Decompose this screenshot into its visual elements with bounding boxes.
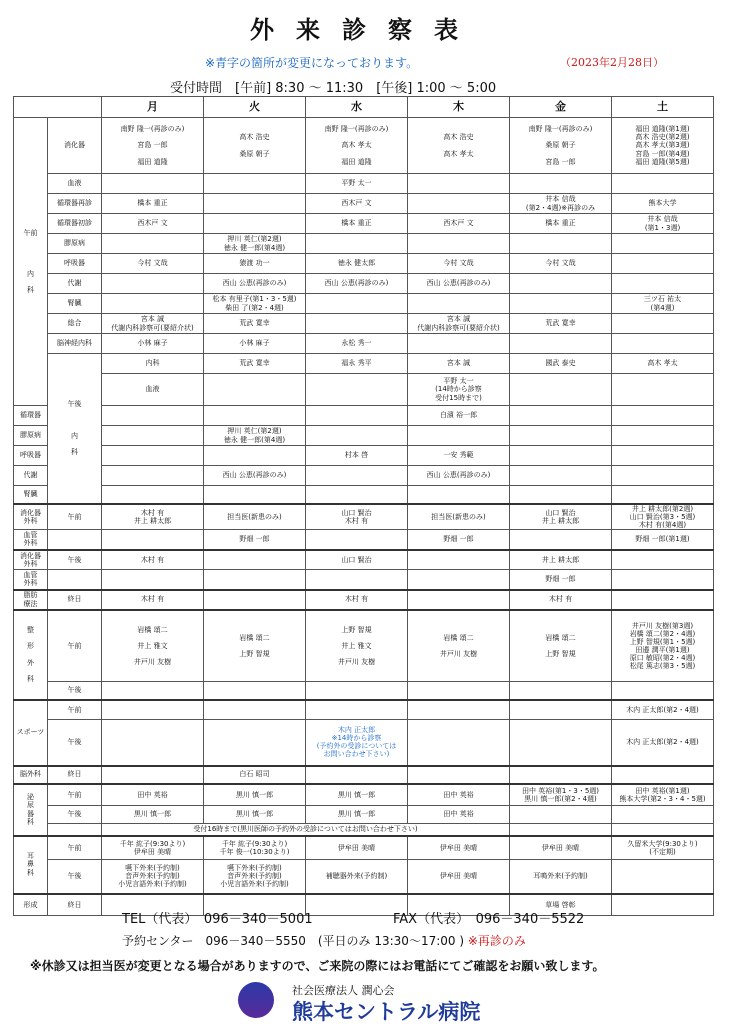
schedule-cell: 高木 浩史 高木 孝太 (408, 118, 510, 174)
schedule-cell (204, 590, 306, 610)
subdepartment-cell: 代謝 (48, 274, 102, 294)
reservation-center (122, 932, 526, 949)
schedule-row (14, 836, 714, 860)
schedule-cell: 上野 智規 井上 雅文 井戸川 友樹 (306, 610, 408, 682)
schedule-cell (306, 406, 408, 426)
schedule-cell: 西木戸 文 (306, 194, 408, 214)
schedule-cell (102, 570, 204, 590)
schedule-cell (408, 234, 510, 254)
schedule-cell: 黒川 慎一郎 (306, 784, 408, 806)
schedule-cell: 平野 太一 (306, 174, 408, 194)
schedule-cell (612, 254, 714, 274)
schedule-cell (306, 766, 408, 784)
schedule-cell (204, 214, 306, 234)
schedule-row (14, 374, 714, 406)
schedule-cell (408, 700, 510, 720)
schedule-cell: 三ツ石 祐太 (第4週) (612, 294, 714, 314)
schedule-row (14, 294, 714, 314)
schedule-cell: 荒武 寛幸 (204, 314, 306, 334)
schedule-row (14, 570, 714, 590)
schedule-cell: 岩橋 頌二 井上 雅文 井戸川 友樹 (102, 610, 204, 682)
schedule-cell (510, 700, 612, 720)
schedule-cell: 福田 道隆(第1週) 高木 浩史(第2週) 高木 孝太(第3週) 宮島 一郎(第4週) 福田 道隆(第5週) (612, 118, 714, 174)
schedule-cell: 野畑 一郎 (408, 530, 510, 550)
day-tue: 火 (204, 97, 306, 118)
schedule-cell (510, 374, 612, 406)
schedule-cell (306, 486, 408, 504)
schedule-cell: 山口 賢治 井上 耕太郎 (510, 504, 612, 530)
schedule-cell (204, 374, 306, 406)
schedule-cell: 担当医(新患のみ) (408, 504, 510, 530)
subdepartment-cell: 終日 (48, 590, 102, 610)
schedule-cell (102, 486, 204, 504)
schedule-cell (204, 570, 306, 590)
schedule-cell (306, 234, 408, 254)
schedule-cell: 西山 公恵(再診のみ) (408, 274, 510, 294)
schedule-row (14, 406, 714, 426)
department-cell: 午後 内 科 (48, 354, 102, 504)
fax-main: FAX（代表） 096－340－5522 (393, 912, 585, 927)
schedule-cell: 西山 公恵(再診のみ) (204, 466, 306, 486)
schedule-cell: 岩橋 頌二 上野 智規 (204, 610, 306, 682)
day-mon: 月 (102, 97, 204, 118)
subdepartment-cell: 午後 (48, 720, 102, 766)
subdepartment-cell: 腎臓 (14, 486, 48, 504)
schedule-cell (204, 700, 306, 720)
schedule-cell: 宮本 誠 (408, 354, 510, 374)
schedule-cell (612, 590, 714, 610)
schedule-cell (408, 426, 510, 446)
schedule-cell (102, 720, 204, 766)
subdepartment-cell: 内科 (102, 354, 204, 374)
subdepartment-cell: 代謝 (14, 466, 48, 486)
schedule-cell (612, 806, 714, 824)
schedule-cell (510, 530, 612, 550)
schedule-cell: 西木戸 文 (102, 214, 204, 234)
schedule-cell: 今村 文哉 (408, 254, 510, 274)
schedule-cell: 橋本 重正 (510, 214, 612, 234)
schedule-cell (102, 700, 204, 720)
schedule-cell: 伊牟田 美晴 (408, 836, 510, 860)
schedule-cell: 木村 有 (102, 550, 204, 570)
schedule-cell (612, 824, 714, 836)
schedule-cell: 西山 公恵(再診のみ) (408, 466, 510, 486)
schedule-cell: 木内 正太郎 ※14時から診察 (予約外の受診については お問い合わせ下さい) (306, 720, 408, 766)
schedule-cell (306, 426, 408, 446)
schedule-cell (102, 174, 204, 194)
schedule-row (14, 426, 714, 446)
schedule-cell: 千年 紘子(9:30より) 千年 俊一(10:30より) (204, 836, 306, 860)
subdepartment-cell: 午後 (48, 682, 102, 700)
schedule-cell: 野畑 一郎 (510, 570, 612, 590)
schedule-cell: 担当医(新患のみ) (204, 504, 306, 530)
subdepartment-cell (48, 530, 102, 550)
caution-note: ※休診又は担当医が変更となる場合がありますので、ご来院の際にはお電話にてご確認をお願い致します。 (30, 959, 605, 973)
department-cell: 形成 (14, 894, 48, 916)
schedule-row (14, 354, 714, 374)
subdepartment-cell: 午前 (48, 610, 102, 682)
department-cell: 脳外科 (14, 766, 48, 784)
revisit-only-note: ※再診のみ (467, 934, 526, 948)
subdepartment-cell: 午後 (48, 550, 102, 570)
schedule-cell: 徳永 健太郎 (306, 254, 408, 274)
schedule-cell: 今村 文哉 (510, 254, 612, 274)
schedule-cell: 井上 耕太郎(第2週) 山口 賢治(第3・5週) 木村 有(第4週) (612, 504, 714, 530)
schedule-cell: 黒川 慎一郎 (204, 806, 306, 824)
schedule-cell (510, 274, 612, 294)
schedule-cell: 補聴器外来(予約制) (306, 860, 408, 894)
schedule-cell: 伊牟田 美晴 (510, 836, 612, 860)
schedule-cell: 小林 麻子 (204, 334, 306, 354)
schedule-cell: 山口 賢治 (306, 550, 408, 570)
schedule-cell: 山口 賢治 木村 有 (306, 504, 408, 530)
schedule-table (13, 96, 714, 916)
subdepartment-cell: 午前 (48, 836, 102, 860)
schedule-cell: 國武 泰史 (510, 354, 612, 374)
schedule-cell: 南野 隆一(再診のみ) 宮島 一郎 福田 道隆 (102, 118, 204, 174)
schedule-cell: 野畑 一郎(第1週) (612, 530, 714, 550)
schedule-cell: 永松 秀一 (306, 334, 408, 354)
subdepartment-cell (48, 824, 102, 836)
schedule-cell: 黒川 慎一郎 (306, 806, 408, 824)
schedule-cell (612, 234, 714, 254)
schedule-cell (612, 570, 714, 590)
hospital-logo-icon (238, 982, 274, 1018)
schedule-row (14, 446, 714, 466)
schedule-row (14, 274, 714, 294)
subdepartment-cell: 午後 (48, 860, 102, 894)
schedule-cell: 宮本 誠 代謝内科診察可(要紹介状) (408, 314, 510, 334)
schedule-cell: 伊牟田 美晴 (306, 836, 408, 860)
schedule-cell: 田中 英裕 (408, 784, 510, 806)
schedule-cell (408, 720, 510, 766)
page-title: 外来診察表 (250, 15, 480, 44)
schedule-cell: 木村 有 井上 耕太郎 (102, 504, 204, 530)
schedule-row (14, 720, 714, 766)
schedule-cell: 平野 太一 (14時から診察 受付15時まで) (408, 374, 510, 406)
subdepartment-cell (48, 570, 102, 590)
schedule-row (14, 504, 714, 530)
subdepartment-cell: 循環器再診 (48, 194, 102, 214)
department-cell: 血管 外科 (14, 570, 48, 590)
schedule-cell: 猿渡 功一 (204, 254, 306, 274)
schedule-cell: 木村 有 (306, 590, 408, 610)
schedule-cell (612, 446, 714, 466)
reservation-text: 予約センター 096－340－5550 (平日のみ 13:30～17:00 ) (122, 934, 465, 948)
schedule-cell: 木村 有 (510, 590, 612, 610)
subdepartment-cell: 呼吸器 (48, 254, 102, 274)
schedule-cell: 高木 浩史 桑原 朝子 (204, 118, 306, 174)
subdepartment-cell: 終日 (48, 894, 102, 916)
schedule-cell (102, 446, 204, 466)
subdepartment-cell: 総合 (48, 314, 102, 334)
schedule-cell (510, 426, 612, 446)
schedule-cell (612, 486, 714, 504)
schedule-cell: 木内 正太郎(第2・4週) (612, 700, 714, 720)
schedule-cell (510, 234, 612, 254)
schedule-cell (204, 174, 306, 194)
schedule-cell: 押川 英仁(第2週) 徳永 健一郎(第4週) (204, 234, 306, 254)
schedule-cell (612, 274, 714, 294)
schedule-cell (408, 682, 510, 700)
schedule-cell: 井戸川 友樹(第3週) 岩橋 頌二(第2・4週) 上野 智規(第1・5週) 田邉 潤平(第1週) 原口 敏昭(第2・4週) 松尾 篤志(第3・5週) (612, 610, 714, 682)
schedule-row (14, 314, 714, 334)
schedule-row (14, 700, 714, 720)
schedule-cell: 福永 秀平 (306, 354, 408, 374)
schedule-cell (102, 426, 204, 446)
schedule-cell: 高木 孝太 (612, 354, 714, 374)
schedule-row (14, 118, 714, 174)
reception-hours: 受付時間 [午前] 8:30 ～ 11:30 [午後] 1:00 ～ 5:00 (170, 81, 497, 96)
day-sat: 土 (612, 97, 714, 118)
schedule-cell (612, 860, 714, 894)
schedule-cell: 田中 英裕 (102, 784, 204, 806)
schedule-cell: 久留米大学(9:30より) (不定期) (612, 836, 714, 860)
schedule-cell: 野畑 一郎 (204, 530, 306, 550)
corner-cell (14, 97, 102, 118)
schedule-row (14, 766, 714, 784)
corporation-name: 社会医療法人 潤心会 (292, 984, 395, 997)
schedule-cell (306, 466, 408, 486)
schedule-row (14, 860, 714, 894)
schedule-cell (102, 406, 204, 426)
subdepartment-cell: 終日 (48, 766, 102, 784)
subdepartment-cell: 膠原病 (14, 426, 48, 446)
schedule-cell (102, 766, 204, 784)
schedule-row (14, 234, 714, 254)
schedule-cell: 白石 昭司 (204, 766, 306, 784)
schedule-cell: 橋本 重正 (306, 214, 408, 234)
schedule-cell: 西山 公恵(再診のみ) (204, 274, 306, 294)
schedule-cell (510, 806, 612, 824)
subdepartment-cell: 午後 (48, 806, 102, 824)
schedule-cell: 荒武 寛幸 (510, 314, 612, 334)
subdepartment-cell: 腎臓 (48, 294, 102, 314)
department-cell: 脂肪 療法 (14, 590, 48, 610)
schedule-row (14, 214, 714, 234)
schedule-cell (408, 174, 510, 194)
schedule-cell: 宮本 誠 代謝内科診察可(要紹介状) (102, 314, 204, 334)
schedule-row (14, 334, 714, 354)
schedule-cell: 田中 英裕(第1・3・5週) 黒川 慎一郎(第2・4週) (510, 784, 612, 806)
schedule-cell (102, 530, 204, 550)
schedule-cell (510, 682, 612, 700)
schedule-cell: 南野 隆一(再診のみ) 桑原 朝子 宮島 一郎 (510, 118, 612, 174)
schedule-cell (510, 446, 612, 466)
schedule-cell: 田中 英裕(第1週) 熊本大学(第2・3・4・5週) (612, 784, 714, 806)
schedule-cell (408, 486, 510, 504)
schedule-cell: 松本 有里子(第1・3・5週) 柴田 了(第2・4週) (204, 294, 306, 314)
schedule-cell: 黒川 慎一郎 (204, 784, 306, 806)
schedule-cell (612, 314, 714, 334)
subdepartment-cell: 膠原病 (48, 234, 102, 254)
schedule-cell (612, 682, 714, 700)
schedule-cell (510, 466, 612, 486)
schedule-cell (408, 590, 510, 610)
schedule-row (14, 486, 714, 504)
schedule-cell: 井本 信哉 (第2・4週)※再診のみ (510, 194, 612, 214)
schedule-cell (510, 486, 612, 504)
schedule-cell: 西木戸 文 (408, 214, 510, 234)
schedule-cell (408, 550, 510, 570)
schedule-cell: 耳鳴外来(予約制) (510, 860, 612, 894)
schedule-cell (408, 294, 510, 314)
subdepartment-cell: 午前 (48, 784, 102, 806)
subdepartment-cell: 循環器初診 (48, 214, 102, 234)
schedule-row (14, 174, 714, 194)
schedule-row (14, 610, 714, 682)
schedule-cell (612, 426, 714, 446)
schedule-row (14, 466, 714, 486)
schedule-cell (204, 682, 306, 700)
schedule-cell: 村本 啓 (306, 446, 408, 466)
schedule-cell: 南野 隆一(再診のみ) 高木 孝太 福田 道隆 (306, 118, 408, 174)
schedule-row (14, 550, 714, 570)
schedule-cell (612, 894, 714, 916)
schedule-cell: 木内 正太郎(第2・4週) (612, 720, 714, 766)
schedule-cell: 白濱 裕一郎 (408, 406, 510, 426)
department-cell: 消化器 外科 (14, 550, 48, 570)
schedule-cell (612, 550, 714, 570)
department-cell: 耳 鼻 科 (14, 836, 48, 894)
schedule-row (14, 590, 714, 610)
schedule-cell: 嚥下外来(予約制) 音声外来(予約制) 小児言語外来(予約制) (102, 860, 204, 894)
schedule-cell (306, 700, 408, 720)
schedule-cell (102, 466, 204, 486)
schedule-row (14, 806, 714, 824)
schedule-cell (306, 374, 408, 406)
schedule-cell: 井上 耕太郎 (510, 550, 612, 570)
schedule-cell (102, 274, 204, 294)
subdepartment-cell: 血液 (102, 374, 204, 406)
tel-main: TEL（代表） 096－340－5001 (122, 912, 313, 927)
schedule-cell (204, 550, 306, 570)
schedule-cell (510, 720, 612, 766)
schedule-cell (510, 766, 612, 784)
schedule-cell: 橋本 重正 (102, 194, 204, 214)
schedule-cell: 押川 英仁(第2週) 徳永 健一郎(第4週) (204, 426, 306, 446)
hospital-name: 熊本セントラル病院 (292, 1000, 481, 1024)
schedule-cell (612, 466, 714, 486)
schedule-cell: 伊牟田 美晴 (408, 860, 510, 894)
subdepartment-cell: 血液 (48, 174, 102, 194)
schedule-cell (204, 486, 306, 504)
department-cell: 消化器 外科 (14, 504, 48, 530)
schedule-row (14, 254, 714, 274)
schedule-cell: 田中 英裕 (408, 806, 510, 824)
schedule-cell (408, 194, 510, 214)
schedule-row (14, 530, 714, 550)
schedule-note-cell: 受付16時まで(黒川医師の予約外の受診についてはお問い合わせ下さい) (102, 824, 510, 836)
schedule-cell: 千年 紘子(9:30より) 伊牟田 美晴 (102, 836, 204, 860)
schedule-cell (204, 720, 306, 766)
day-header-row (14, 97, 714, 118)
schedule-cell (306, 314, 408, 334)
schedule-cell (408, 766, 510, 784)
schedule-cell: 黒川 慎一郎 (102, 806, 204, 824)
schedule-cell (306, 682, 408, 700)
schedule-cell (612, 174, 714, 194)
schedule-cell: 木村 有 (102, 590, 204, 610)
schedule-cell (204, 406, 306, 426)
schedule-cell (510, 406, 612, 426)
schedule-cell: 草場 啓彰 (510, 894, 612, 916)
schedule-cell (612, 406, 714, 426)
schedule-cell: 一安 秀範 (408, 446, 510, 466)
schedule-cell (510, 824, 612, 836)
schedule-cell: 岩橋 頌二 上野 智規 (510, 610, 612, 682)
schedule-row (14, 824, 714, 836)
schedule-row (14, 894, 714, 916)
subdepartment-cell: 循環器 (14, 406, 48, 426)
schedule-cell (306, 570, 408, 590)
schedule-cell (510, 294, 612, 314)
department-cell: スポーツ (14, 700, 48, 766)
schedule-cell (306, 294, 408, 314)
schedule-cell (408, 570, 510, 590)
schedule-cell: 井本 信哉 (第1・3週) (612, 214, 714, 234)
day-wed: 水 (306, 97, 408, 118)
schedule-cell (612, 766, 714, 784)
schedule-cell (102, 234, 204, 254)
schedule-row (14, 784, 714, 806)
schedule-cell: 小林 麻子 (102, 334, 204, 354)
schedule-cell: 熊本大学 (612, 194, 714, 214)
subdepartment-cell: 午前 (48, 504, 102, 530)
schedule-cell (612, 334, 714, 354)
schedule-cell (102, 294, 204, 314)
department-cell: 泌 尿 器 科 (14, 784, 48, 836)
department-cell: 血管 外科 (14, 530, 48, 550)
schedule-cell (510, 174, 612, 194)
schedule-cell (102, 682, 204, 700)
change-notice: ※青字の箇所が変更になっております。 (205, 56, 419, 70)
subdepartment-cell: 脳神経内科 (48, 334, 102, 354)
schedule-row (14, 682, 714, 700)
schedule-cell: 西山 公恵(再診のみ) (306, 274, 408, 294)
schedule-cell: 岩橋 頌二 井戸川 友樹 (408, 610, 510, 682)
day-fri: 金 (510, 97, 612, 118)
subdepartment-cell: 呼吸器 (14, 446, 48, 466)
schedule-cell: 荒武 寛幸 (204, 354, 306, 374)
department-cell: 整 形 外 科 (14, 610, 48, 700)
schedule-cell (510, 334, 612, 354)
subdepartment-cell: 消化器 (48, 118, 102, 174)
schedule-cell (204, 194, 306, 214)
schedule-cell (306, 530, 408, 550)
department-cell: 午前 内 科 (14, 118, 48, 406)
schedule-cell (204, 446, 306, 466)
day-thu: 木 (408, 97, 510, 118)
schedule-cell: 今村 文哉 (102, 254, 204, 274)
schedule-cell: 嚥下外来(予約制) 音声外来(予約制) 小児言語外来(予約制) (204, 860, 306, 894)
schedule-row (14, 194, 714, 214)
schedule-cell (612, 374, 714, 406)
revision-date: （2023年2月28日） (560, 56, 664, 69)
schedule-cell (408, 334, 510, 354)
subdepartment-cell: 午前 (48, 700, 102, 720)
